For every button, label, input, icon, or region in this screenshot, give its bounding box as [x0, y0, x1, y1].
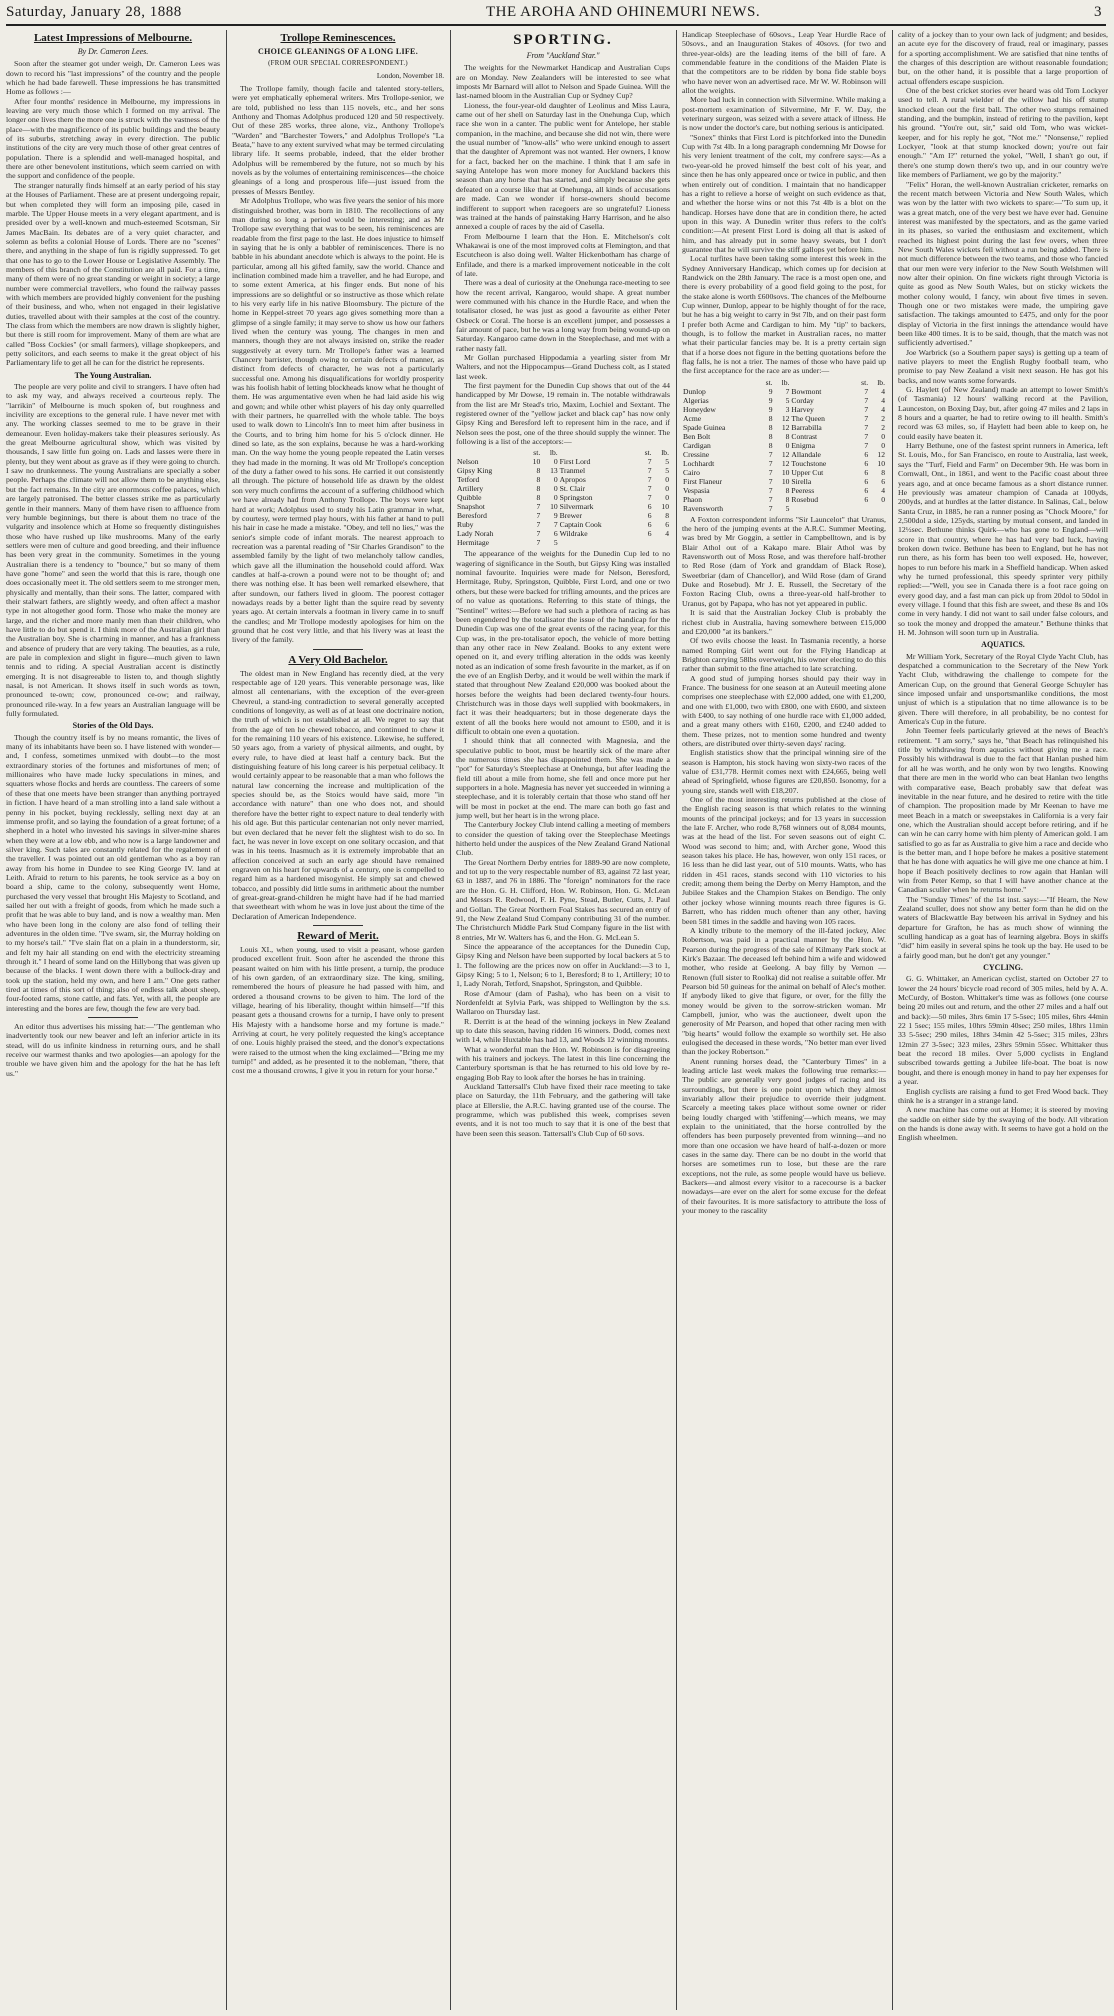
table-cell: Barrabilla	[791, 422, 822, 432]
table-cell: 6	[665, 520, 669, 530]
article-title-melbourne: Latest Impressions of Melbourne.	[33, 32, 193, 44]
table-cell: st.	[861, 377, 869, 387]
table-cell: 8	[536, 475, 541, 485]
paragraph: The Great Northern Derby entries for 1889-90 are now complete, and tot up to the very respectable number of 83, against 72 last year, 63 in 1887, and 76 in 1886. The "foreign" nominators for the race are the Hon. G. H. Clifford, Hon. W. Robinson, Hon. G. McLean and Messrs R. Redwood, F. H. Pyne, Stead, Butler, Cutts, J. Paul and Gollan. The Great Northern Foal Stakes has secured an entry of 91, the New Zealand Stud Company contributing 31 of the number. The Christchurch Middle Park Stud Company figure in the list with 8 entries, Mr W. Walters has 6, and the Hon. G. McLean 5.	[456, 857, 670, 942]
paragraph: John Teemer feels particularly grieved at the news of Beach's retirement. "I am sorry," says he, "that Beach has relinquished his title by withdrawing from aquatics without giving me a race. Possibly his withdrawal is due to the fact that Hanlan pushed him for all he was worth, and he only won by two lengths. Knowing that there are men in the world who can beat Hanlan two lengths with comparative ease, Beach probably saw that defeat was inevitable in the near future, and he desired to retire with the title of champion. The proposition made by Mr Keenan to have me meet Beach in a match or sweepstakes in California is a very fair one, which the Australian should accept before retiring, and if he can win he can carry home with him plenty of American gold. I am satisfied to go as far as Australia to give him a race and decide who is the better man, and I hope before he makes a positive statement that he has done with aquatics he will give me one chance at him. I hope if Beach positively declines to row again that Hanlan will win from Peter Kemp, so that I will have another chance at the Canadian sculler when he returns home."	[898, 726, 1109, 895]
table-cell: 7	[864, 422, 869, 432]
table-row	[682, 396, 886, 405]
table-cell: 7	[864, 404, 869, 414]
table-cell: 9	[768, 404, 773, 414]
paragraph: Soon after the steamer got under weigh, Dr. Cameron Lees was down to record his "last impressions" of the country and the people which he had bade farewell. These impressions he has transmitted Home as follows :—	[6, 59, 220, 97]
table-cell: Peeress	[791, 485, 815, 495]
paragraph: Handicap Steeplechase of 60sovs., Leap Year Hurdle Race of 50sovs., and an Inauguration Stakes of 40sovs. (for two and three-year-olds) are the leading items of the bill of fare. A commendable feature in the conditions of the Maiden Plate is that the competitors are to be ridden by bona fide stable boys who have never won an advertised race. Mr W. W. Robinson will allot the weights.	[682, 30, 886, 96]
paragraph: Though the country itself is by no means romantic, the lives of many of its inhabitants have been so. I have listened with wonder—and, I confess, sometimes unmixed with doubt—to the most extraordinary stories of the fortunes and misfortunes of men; of millionaires who have made lucky speculations in mines, and squatters whose flocks and herds are countless. The careers of some of these that one meets have been stranger than anything portrayed in fiction. I have heard of a man strolling into a land sale without a penny in his pocket, buying recklessly, selling next day at an immense profit, and so laying the foundation of a great fortune; of a shepherd in a hotel who invested his savings in silver-mine shares when they were at a low ebb, and who now is a large landowner and silver king. Such tales are constantly related for the regalement of the traveller. I was pointed out an old gentleman who as a boy ran away from his home in Dundee to see King George IV. land at Leith. Afraid to return to his parents, he took service as a boy on board a ship, came to the colony, subsequently went Home, purchased the very vessel that brought His Majesty to Scotland, and sailed her out with a freight of goods, from which he made such a profit that he was able to buy land, and is now a wealthy man. Men who have been long in the colony are also fond of telling their adventures in the olden time. "I've swam, sir, the Murray holding on to my horse's tail." "I've slain flat on a plain in a thunderstorm, sir, and felt my hair all standing on end with the electricity streaming through it." I heard of some land on the Hillybong that was given up because of the blacks. I went down there with a bullock-dray and took up the station, held my own, and here I am." One gets rather tired at times of this sort of thing; also of endless talk about sheep, four-footed rams, stone cattle, and fats. Yet, with all, the people are interesting and the bores are few, though the few are very bad.	[6, 732, 220, 1013]
table-cell: 7	[864, 413, 869, 423]
table-row	[682, 450, 886, 459]
table-cell: 8	[536, 484, 541, 494]
table-cell: 7	[536, 520, 541, 530]
paragraph: The Canterbury Jockey Club intend calling a meeting of members to consider the question of taking over the Steeplechase Meetings hitherto held under the auspices of the New Zealand Grand National Club.	[456, 820, 670, 858]
table-cell: Ravensworth	[683, 503, 724, 513]
table-cell: 2	[881, 422, 885, 432]
article-byline: By Dr. Cameron Lees.	[77, 47, 149, 56]
table-cell: 7	[768, 485, 773, 495]
table-cell: 5	[785, 395, 790, 405]
table-cell: 9	[768, 395, 773, 405]
table-cell: Touchstone	[791, 458, 827, 468]
table-cell: 7	[647, 484, 652, 494]
table-cell: 10	[877, 458, 885, 468]
table-cell: Enigma	[791, 440, 816, 450]
table-cell: Apropos	[559, 475, 586, 485]
table-cell: 10	[532, 457, 541, 467]
table-cell: St. Clair	[559, 484, 585, 494]
table-cell: Tetford	[457, 475, 480, 485]
table-cell: 8	[665, 511, 669, 521]
section-heading-aquatics: AQUATICS.	[981, 640, 1025, 650]
table-cell: 7	[647, 475, 652, 485]
table-cell: 7	[768, 476, 773, 486]
paragraph: G. G. Whittaker, an American cyclist, started on October 27 to lower the 24 hours' bicycle road record of 305 miles, held by A. A. McCurdy, of Boston. Whittaker's time was as follows (one course being 20 miles out and return, and the other 27 miles and a half out and back):—50 miles, 3hrs 6min 17 5-5sec; 105 miles, 6hrs 44min 22 1 5sec; 155 miles, 10hrs 59min 40sec; 250 miles, 18hrs 11min 33 5-5sec; 290 miles, 18hrs 34min 42 5-5sec; 315 miles, 23hrs 12min 27 3-5sec; 323 miles, 23hrs 59min 55sec. Whittaker thus beat the record 18 miles. Over 5,000 cyclists in England subscribed towards getting a Jubilee life-boat. The boat is now bought, and there is enough money in hand to pay her expenses for a year.	[898, 974, 1108, 1087]
table-cell: 7	[768, 458, 773, 468]
table-row	[456, 502, 670, 511]
table-cell: st.	[644, 448, 652, 458]
table-cell: 7	[536, 502, 541, 512]
table-cell	[854, 504, 869, 513]
paragraph: Local turfites have been taking some interest this week in the Sydney Anniversary Handicap, which comes up for decision at Randwick on the 28th January. The race is a most open one, and there is every probability of a good field going to the post, for the stake alone is worth £600sovs. The chances of the Melbourne Cup winner, Dunlop, appear to be highly thought of for the race, but he has a big weight to carry in 9st 7lb, and on their past form I prefer both Acme and Cardigan to him. My "tip" to backers, though, is to follow the market in Australian races, no matter what their particular fancies may be. It is a pretty certain sign that if a horse does not figure in the betting quotations before the flag falls, he is not a trier. The names of those who have paid up the first acceptance for the race are as under:—	[682, 254, 886, 376]
table-cell: Ruby	[457, 520, 474, 530]
table-cell: 0	[785, 440, 790, 450]
table-cell: 9	[553, 511, 558, 521]
table-cell: 6	[864, 449, 869, 459]
table-cell: Cardigan	[683, 440, 711, 450]
table-cell: 0	[665, 475, 669, 485]
section-heading: The Young Australian.	[74, 370, 152, 380]
table-cell: 8	[785, 431, 790, 441]
table-cell	[456, 448, 524, 457]
table-cell: st.	[533, 448, 541, 458]
table-cell: 6	[864, 485, 869, 495]
table-cell: 0	[665, 493, 669, 503]
table-cell: 7	[647, 493, 652, 503]
table-cell	[682, 378, 758, 387]
table-cell: 7	[864, 440, 869, 450]
table-row	[456, 520, 670, 529]
paragraph: "Felix" Horan, the well-known Australian cricketer, remarks on the recent match between Victoria and New South Wales, which was won by the latter with two wickets to spare:—"To sum up, it was a great match, one of the very best we have ever had. Genuine interest was manifested by the spectators, and as the game varied in its phases, so varied the enthusiasm and excitement, which reached its highest point during the last few overs, when three New South Wales wickets fell without a run being added. There is not much difference between the two teams, and those who fancied that our men were very inferior to the New South Welshmen will now alter their opinion. On fine wickets right through Victoria is quite as good as New South Wales, but on sticky wickets the mother colony would, I fancy, win about five times in seven. Though one or two mistakes were made, the umpiring gave satisfaction. The takings amounted to £475, and only for the poor display of Victoria in the first innings the attendance would have been like 400 times. It is to be said, though, that the match was not sufficiently advertised."	[898, 179, 1108, 348]
table-row	[682, 423, 886, 432]
dateline: London, November 18.	[376, 71, 444, 80]
table-cell: Brewer	[559, 511, 583, 521]
table-cell: Snapshot	[457, 502, 485, 512]
column-rule	[450, 30, 451, 2010]
table-row	[682, 468, 886, 477]
paragraph: A good stud of jumping horses should pay their way in France. The business for one season at an Auteuil meeting alone comprises one steeplechase with £2,000 added, one with £1,200, and one with £1,000, two with £800, one with £600, and sixteen with £400, to say nothing of one hurdle race with £1,000 added, and a great many others with £160, £200, and £240 added to them. These prizes, not to mention some hundred and twenty others, are distributed over thirty-seven days' racing.	[682, 673, 886, 748]
table-cell: Harvey	[791, 404, 814, 414]
paragraph: There was a deal of curiosity at the Onehunga race-meeting to see how the recent arrival, Kangaroo, would shape. A great number were communed with his chance in the Hurdle Race, and when the totalisator closed, he was just as good a favourite as either Peter Osbeck or Coral. The horse is an excellent jumper, and possesses a fair amount of pace, but he was a long way from being wound-up on Saturday. Kangaroo came down in the Steeplechase, and met with a rather nasty fall.	[456, 278, 670, 353]
table-cell: 0	[553, 484, 558, 494]
table-cell	[559, 448, 637, 457]
table-cell: 6	[647, 511, 652, 521]
table-header-row	[456, 448, 670, 457]
table-cell: Gipsy King	[457, 466, 493, 476]
table-row	[456, 493, 670, 502]
article-title-reward: Reward of Merit.	[297, 929, 379, 942]
paragraph: The stranger naturally finds himself at an early period of his stay at the Houses of Parliament. These are at present undergoing repair, but when completed they will form an imposing pile, cased in marble. The Upper House meets in a very elegant apartment, and is presided over by a well-known and much-esteemed Scotsman, Sir James MacBain. Its debates are of a very quiet character, and solemn as befits a colonial House of Lords. There are no "scenes" there, and anything in the shape of fun is rigidly suppressed. To get that one has to go to the Lower House or Legislative Assembly. The members of this branch of the Constitution are all paid. For a time, many of them were of no great standing or weight in society; a large number were commercial travellers, who found the railway passes with which members are provided highly convenient for the pushing of their business, and who, when not engaged in their legislative duties, travelled about with their samples at the cost of the country. The class from which the members are now drawn is slightly higher, but there is still room for improvement. Many of them are what are called "Boss Cockies" (or small farmers), village shopkeepers, and petty solicitors, and each seems to make it the great object of his Parliamentary life to get all he can for the district he represents.	[6, 180, 220, 368]
table-cell: lb.	[661, 448, 669, 458]
table-cell: Artillery	[457, 484, 484, 494]
paragraph: Mr Adolphus Trollope, who was five years the senior of his more distinguished brother, was born in 1810. The recollections of any man during so long a period would be interesting; and as Mr Trollope saw everything that was to be seen, his reminiscences are readable from the first page to the last. He does injustice to himself in saying that he is only a babbler of reminiscences. There is no babble in his abundant anecdote which is always to the point. He is particular, among all his gifted family, saw the world. Chance and inclination combined made him a traveller, and he had Europe, and to some extent America, at his finger ends. But none of his impressions are so delightful or so instructive as those which relate to his very early life in his native Bloomsbury. The picture of the home in Keppel-street 70 years ago gives something more than a glimpse of a single family; it may serve to show us how our fathers lived when the century was young. The changes in men and manners, though they are not always insisted on, strike the reader suggestively at every turn. Mr Trollope's father was a learned Chancery barrister, though owing to certain defects of manner, as distinct from defects of character, he was not a particularly successful one. Among his disqualifications for worldly prosperity was his foolish habit of letting blockheads know what he thought of them. He was argumentative even when he had laid aside his wig and gown; and while other whist players of his day only quarrelled with their partners, he quarrelled with the whole table. The boys used to walk down to Lincoln's Inn to meet him after business in the Courts, and to bring him home for his 5 o'clock dinner. He dined so late, as the son explains, because he was a hard-working man. On the way home the young people repeated the Latin verses they had made in the morning. It was old Mr Trollope's conception of the duty a father owed to his sons. He carried it out consistently all through. The picture of household life as drawn by the oldest son very much confirms the account of a suffering childhood which we have already had from Anthony Trollope. The boys were kept hard at work; Adolphus used to study his Latin grammar in what, by courtesy, were termed play hours, with his father at hand to pull his hair in case he made a mistake. "Obey, and tell no lies," was the senior's simple code of infant morals. The nearest approach to recreation was a parental reading of "Sir Charles Grandison" to the assembled family by the light of two melancholy tallow candles, which gave all the illumination the household could afford. Wax candles at half-a-crown a pound were not to be thought of; and there was nothing else. It has been well remarked elsewhere, that after sundown, our fathers lived in gloom. The poorest cottager nowadays reads by a better light than the squire read by seventy years ago. At certain intervals a footman in livery came in to snuff the candles; and Mr Trollope modestly apologises for him on the ground that he cost very little, and that his livery was at least the livery of the family.	[232, 196, 444, 645]
table-cell: 12	[877, 449, 885, 459]
masthead	[6, 2, 1106, 26]
paragraph: Rose d'Amour (dam of Pasha), who has been on a visit to Nordenfeldt at Sylvia Park, was shipped to Wellington by the s.s. Wallaroo on Thursday last.	[456, 988, 670, 1017]
paragraph: Since the appearance of the acceptances for the Dunedin Cup, Gipsy King and Nelson have been supported by local backers at 5 to 1. The following are the prices now on offer in Auckland:—3 to 1, Gipsy King; 5 to 1, Nelson; 6 to 1, Beresford; 8 to 1, Artillery; 10 to 1, Lady Norah, Tetford, Snapshot, Springston, and Quibble.	[456, 941, 670, 989]
table-cell: Wildrake	[559, 529, 588, 539]
paragraph: G. Haylett (of New Zealand) made an attempt to lower Smith's (of Tasmania) 12 hours' walking record at the Pavilion, Launceston, on Boxing Day, but, after going 47 miles and 2 laps in 8 hours and a quarter, he had to retire owing to ill health. Smith's record was 63 miles, so, if Haylett had been able to keep on, he could easily have beaten it.	[898, 385, 1108, 441]
section-heading-cycling: CYCLING.	[983, 963, 1023, 973]
table-cell: 7	[768, 494, 773, 504]
table-cell: 0	[881, 440, 885, 450]
column-3	[452, 30, 674, 2010]
table-cell: 8	[768, 440, 773, 450]
paragraph: From Melbourne I learn that the Hon. E. Mitchelson's colt Whakawai is one of the most improved colts at Flemington, and that Escutcheon is also doing well. Walter Hickenbotham has charge of Enfilade, and there is a marked improvement noticeable in the colt of late.	[456, 231, 670, 278]
table-cell: 7	[768, 503, 773, 513]
table-cell: lb.	[877, 377, 885, 387]
table-cell: 10	[781, 467, 790, 477]
table-cell: 4	[881, 404, 885, 414]
table-cell: Dunlop	[683, 386, 706, 396]
table-cell: Quibble	[457, 493, 482, 503]
table-cell: lb.	[781, 377, 790, 387]
table-cell: 5	[553, 538, 558, 548]
column-rule	[676, 30, 677, 2010]
table-cell: Upper Cut	[791, 467, 824, 477]
paragraph: After four months' residence in Melbourne, my impressions in leaving are very much those which I formed on my arrival. The longer one lives there the more one is struck with the vastness of the place—with the magnificence of its public buildings and the beauty of its suburbs, stretching away in every direction. The public institutions of the city are very much those of other great centres of population. There is a splendid and well-managed hospital, and there are other benevolent institutions, which seem carried on with the support and confidence of the people.	[6, 96, 220, 181]
paragraph: Harry Bethune, one of the fastest sprint runners in America, left St. Louis, Mo., for San Francisco, en route to Australia, last week, says the "Turf, Field and Farm" on December 9th. He was born in Cornwall, Ont., in 1861, and went to the Pacific coast about three years ago, and at once became famous as a short distance runner. He previously was amateur champion of Canada at 100yds, 200yds, and at hurdles at the latter distance. In Salinas, Cal., below Santa Cruz, in 1885, he ran a runner posing as "Chock Moore," for 2,500dol a side, 125yds, starting by mutual consent, and landed in 12½sec. Bethune thinks Quirk—who has gone to England—will score in that country, where he has had very bad luck, having broken down twice. Bethune has been to England, but he has not run there, as his form has been too well exposed. He, however, hopes to run before his mark in a Sheffield handicap. When asked why he turned professional, this speedy sprinter very pithily replied:—"Well, you see in Canada there is a foot race going on every good day, and a fast man can pick up from 20dol to 50dol in every village. I found that this fish are sweet, and these 8s and 10s come in very handy. I did not want to sail under false colours, and so took the money and dropped the amateur." Bethune thinks that H. M. Johnson will soon turn up in Australia.	[898, 441, 1108, 637]
table-cell: 7	[785, 386, 790, 396]
column-rule	[226, 30, 227, 2010]
paragraph: An editor thus advertises his missing hat:—"The gentleman who inadvertently took our new beaver and left an inferior article in its stead, will do us infinite kindness in returning ours, and he shall receive our warmest thanks and two apologies—an apology for the trouble we have given him and the apology for the hat he has left us."	[6, 1022, 220, 1078]
table-cell: 7	[864, 386, 869, 396]
table-cell: First Flaneur	[683, 476, 723, 486]
table-cell: 7	[647, 466, 652, 476]
table-cell: 8	[536, 466, 541, 476]
table-cell: 6	[864, 476, 869, 486]
column-rule	[892, 30, 893, 2010]
table-cell: st.	[765, 377, 773, 387]
article-title-bachelor: A Very Old Bachelor.	[288, 653, 388, 666]
table-cell: Cairo	[683, 467, 700, 477]
paragraph: One of the best cricket stories ever heard was old Tom Lockyer used to tell. A rural wielder of the willow had his off stump knocked clean out the first ball. The other two stumps remained standing, and the bumpkin, instead of retiring to the pavilion, kept his ground. "You're out, sir," said old Tom, who was wicket-keeper, and for his reply he got, "Not me." "Nonsense," replied Lockyer, "look at that stump knocked down; you're out fair enough." "Am I?" returned the yokel, "Well, I shan't go out, if there's one stump down there's two up, and in our country we're like members of Parliament, we go by the majority."	[898, 86, 1108, 180]
table-cell: 4	[881, 395, 885, 405]
table-cell: 6	[647, 520, 652, 530]
table-cell	[869, 504, 886, 513]
separator-rule	[88, 1017, 138, 1018]
table-cell: 2	[881, 413, 885, 423]
paragraph: The people are very polite and civil to strangers. I have often had to ask my way, and always received a courteous reply. The "larrikin" of Melbourne is much spoken of, but roughness and incivility are exceptions to the general rule. I have never met with any. The working classes seemed to me to be grave in their demeanour. Even holiday-makers take their pleasures seriously. As the great Melbourne agricultural show, which was visited by thousands, I saw little fun going on. Lads and lasses were there in plenty, but they went about as grave as if they were going to church. I saw no drunkenness. The young Australians are specially a sober people. Perhaps the climate will not allow them to be anything else, but the fact remains. In the city are enormous coffee palaces, which are largely patronised. The better classes strike me as particularly gentle in their manners. Many of them have risen to affluence from very humble beginnings, but there is about them no trace of the vulgarity and insolence which at Home so frequently distinguishes those who have rushed up like mushrooms. Many of the early settlers were men of culture and good breeding, and their influence has been very great in the community. Sometimes in the young Australian there is a tendency to "bounce," but so many of them have gone "home" and seen the world that this is rare, though one does occasionally meet it. The old settlers seem to me stronger men, physically and mentally, than their sons. The latter, compared with their stalwart fathers, are slightly weedy, and often affect a mashor type in not altogether good form. Those who make the money are large, and the richer and more manly men than their children, who have little to do but spend it. I think more of the Australian girl than the Australian boy. She is charming in manner, and has a frankness and absence of prudery that are very taking. The beauties, as a rule, are pale in complexion and slight in figure—much given to lawn tennis and to riding. A special Australian accent is distinctly emerging. It is not disagreeable to listen to, and though slightly nasal, is not American. It shows itself in such words as town, pronounced te-own; cow, pronounced ce-ow; and railway, pronounced rile-way. In a few years an Australian language will be fully formulated.	[6, 382, 220, 719]
paragraph: I should think that all connected with Magnesia, and the speculative public to boot, must be heartily sick of the mare after the numerous times she has disappointed them. She was made a "pot" for Saturday's Steeplechase at Onehunga, but after leading the field till about a mile from home, she fell and once more put her supporters in a hole. Magnesia has never yet succeeded in winning a steeplechase, and it is tolerably certain that those who stand off her will be most in pocket at the end. The mare can both go fast and jump well, but her heart is in the wrong place.	[456, 736, 670, 821]
table-cell: 12	[781, 422, 790, 432]
table-cell: 0	[553, 493, 558, 503]
table-cell: Lochhardt	[683, 458, 715, 468]
table-cell: 5	[665, 466, 669, 476]
paragraph: English statistics show that the principal winning sire of the season is Hampton, his stock having won sixty-two races of the value of £31,778. Hermit comes next with £24,665, being well ahead of Springfield, whose figures are £20,850. Isonomy, for a young sire, stands well with £18,207.	[682, 748, 886, 795]
table-cell: 8	[536, 493, 541, 503]
table-cell: Contrast	[791, 431, 818, 441]
paragraph: Of two evils choose the least. In Tasmania recently, a horse named Romping Girl went out for the Flying Handicap at Brighton carrying 58lbs overweight, his owner electing to do this rather than submit to the fine attached to late scratching.	[682, 636, 886, 674]
paragraph: A kindly tribute to the memory of the ill-fated jockey, Alec Robertson, was paid in a practical manner by the Hon. W. Pearson during the progress of the sale of Kilmany Park stock at Kirk's Bazaar. The deceased left behind him a wife and widowed mother, who reside at Geelong. A bay filly by Vernon — Renown (full sister to Roolka) did not realise a suitable offer. Mr Pearson bid 50 guineas for the animal on behalf of Alec's mother. If anybody liked to give that figure, or over, for the filly the money would be given to the sorrow-stricken woman. Mr Campbell, junior, who was the auctioneer, dwelt upon the generosity of Mr Pearson, and hoped that other racing men with "big hearts" would follow the example so worthily set. He also eulogised the deceased in these words, "No better man ever lived than the jockey Robertson."	[682, 925, 886, 1057]
table-cell: 4	[665, 529, 669, 539]
table-cell: 7	[864, 395, 869, 405]
column-2	[228, 30, 448, 2010]
table-cell: 12	[781, 458, 790, 468]
table-row	[456, 511, 670, 520]
table-cell: Algerias	[683, 395, 709, 405]
paragraph: English cyclists are raising a fund to get Fred Wood back. They think he is a stranger in a strange land.	[898, 1086, 1108, 1105]
table-cell: 12	[781, 413, 790, 423]
table-cell: 6	[881, 476, 885, 486]
paragraph: What a wonderful man the Hon. W. Robinson is for disagreeing with his trainers and jockeys. The latest in this line concerning the Canterbury sportsman is that he has returned to his old love by re-engaging Bob Ray to look after the horses he has in training.	[456, 1044, 670, 1082]
table-cell: Silvermark	[559, 502, 594, 512]
table-cell: Phaon	[683, 494, 702, 504]
table-row	[456, 538, 670, 547]
table-cell: Honeydew	[683, 404, 716, 414]
table-cell: 10	[781, 476, 790, 486]
paragraph: More bad luck in connection with Silvermine. While making a post-mortem examination of Silvermine, Mr F. W. Day, the veterinary surgeon, was seized with a severe attack of illness. He is now under the doctor's care, but nothing serious is anticipated.	[682, 95, 886, 133]
table-cell: 10	[661, 502, 669, 512]
paragraph: cality of a jockey than to your own lack of judgment; and besides, an acute eye for the discovery of fraud, real or imaginary, passes for a sporting accomplishment. We are satisfied that nine tenths of the charges of this description are without reasonable foundation; but, on the other hand, it is possible that a large proportion of actual offenders escape suspicion.	[898, 30, 1108, 86]
table-cell	[790, 504, 853, 513]
table-cell: 7	[536, 529, 541, 539]
table-cell: Spade Guinea	[683, 422, 726, 432]
paragraph: Anent running horses dead, the "Canterbury Times" in a leading article last week makes the following true remarks:—The public are generally very good judges of racing and its surroundings, but there is one point upon which they almost invariably allow their prejudice to override their judgment. Scarcely a meeting takes place without some owner or rider being loudly charged with 'stiffening'—which means, we may explain to the uninitiated, that the horse controlled by the offenders has been purposely prevented from winning—and no more than one occasion we have heard of half-a-dozen or more cases in the same day. There can be no doubt in the world that horses are sometimes run to lose, but these are the rare exceptions, not the rule, as some people would have us believe. Backers—and almost every visitor to a racecourse is a backer nowadays—are ever on the alert for some excuse for the defeat of their favourites. It is more satisfactory to attribute the loss of your money to the rascality	[682, 1056, 886, 1216]
table-row	[682, 432, 886, 441]
table-cell: 4	[881, 485, 885, 495]
paragraph: The Trollope family, though facile and talented story-tellers, were yet emphatically ephemeral writers. Mrs Trollope-senior, we are told, published no less than 115 novels, etc., and her sons Anthony and Thomas Adolphus produced 120 and 50 respectively. Out of these 285 works, three alone, viz., Anthony Trollope's "Warden" and "Barchester Towers," and Adolphus Trollope's "La Beata," have to any extent survived what may be termed circulating library life. It seems probable, indeed, that the elder brother Adolphus will be remembered by the future, not so much by his novels as by the volumes of entertaining reminiscences—the choice gleanings of a long and prosperous life—just issued from the presses of Messrs Bentley.	[232, 84, 444, 196]
table-cell: lb.	[549, 448, 558, 458]
paragraph: R. Derritt is at the head of the winning jockeys in New Zealand up to date this season, having ridden 16 winners. Dodd, comes next with 14, while Huxtable has had 13, and Woods 12 winning mounts.	[456, 1016, 670, 1045]
table-cell: 8	[768, 413, 773, 423]
table-cell: Hermitage	[457, 538, 490, 548]
table-cell: First Lord	[559, 457, 591, 467]
column-1	[2, 30, 224, 2010]
table-cell: Sirella	[791, 476, 812, 486]
table-cell: 8	[785, 485, 790, 495]
table-cell: 4	[881, 386, 885, 396]
table-cell: 7	[553, 520, 558, 530]
table-cell: 0	[665, 484, 669, 494]
table-cell: 6	[864, 458, 869, 468]
article-title-trollope: Trollope Reminescences.	[280, 32, 396, 44]
table-cell	[559, 538, 637, 547]
table-cell: 6	[864, 494, 869, 504]
column-4	[678, 30, 890, 2010]
table-cell: 13	[550, 466, 558, 476]
paragraph: It is said that the Australian Jockey Club is probably the richest club in Australia, having somewhere between £15,000 and £20,000 "at its bankers."	[682, 608, 886, 636]
table-cell: 7	[536, 538, 541, 548]
table-cell: Allandale	[791, 449, 821, 459]
paragraph: The weights for the Newmarket Handicap and Australian Cups are on Monday. New Zealanders will be interested to see what imposts Mr Barnard will allot to Nelson and Spade Guinea. Will the last-named bloom in the Australian Cup or Sydney Cup?	[456, 63, 670, 101]
table-cell: 8	[768, 431, 773, 441]
table-cell: Vespasia	[683, 485, 710, 495]
sydney-handicap-table	[682, 378, 886, 513]
paragraph: The first payment for the Dunedin Cup shows that out of the 44 handicapped by Mr Dowse, 19 remain in. The notable withdrawals from the list are Mr Stead's trio, Maxim, Lochiel and Sextant. The registered owner of the "yellow jacket and black cap" has now only Gipsy King and Beresford left to represent him in the race, and if Nelson sees the post, one of the three should supply the winner. The following is a list of the acceptors:—	[456, 381, 670, 447]
table-cell: 7	[768, 467, 773, 477]
table-row	[456, 466, 670, 475]
table-cell: 7	[647, 457, 652, 467]
paragraph: One of the most interesting returns published at the close of the English racing season is that which relates to the winning mounts of the principal jockeys; and for 13 years in succession the late F. Archer, who rode 8,768 winners out of 8,084 mounts, was at the head of the list. For seven seasons out of eight C. Wood was second to him; and, with Archer gone, Wood this season takes his place. He has, however, won only 151 races, or 16 less than he did last year, out of 510 mounts. Watts, who has ridden in 451 races, stands second with 110 victories to his credit; among them being the Derby on Merry Hampton, and the Jubilee Stakes and the Champion Stakes on Bendigo. The only other jockey whose winning mounts reach three figures is G. Barrett, who has ridden much oftener than any other, having been 581 times in the saddle and having won 105 races.	[682, 795, 886, 926]
correspondent-line: (FROM OUR SPECIAL CORRESPONDENT.)	[268, 60, 408, 68]
table-cell: Bowmont	[791, 386, 822, 396]
table-cell: 8	[768, 422, 773, 432]
table-cell	[653, 538, 670, 547]
article-subtitle: CHOICE GLEANINGS OF A LONG LIFE.	[258, 47, 418, 56]
paragraph: The appearance of the weights for the Dunedin Cup led to no wagering of significance in the South, but Gipsy King was installed nominal favourite. Inquiries were made for Nelson, Beresford, Hermitage, Ruby, Springston, Quibble, First Lord, and one or two others, but these were backed for trifling amounts, and the prices are of no value as quotations. Referring to this state of things, the "Sentinel" writes:—Before we had such a plethora of racing as has been engendered by the totalisator the issue of the handicap for the Dunedin Cup was one of the great events of the racing year, for this Cup was, in the pre-totalisator epoch, the vehicle of more betting than any other race in New Zealand. Books to any extent were opened on it, and every trifling alteration in the odds was keenly noted as an indication of some fresh favourite in the market, as if on the eve of an English Derby, and it would be well within the mark if stated that throughout New Zealand £20,000 was booked about the horses before the weights had been declared twenty-four hours. Christchurch was in those days well supplied with bookmakers, in fact it was their headquarters; but in those degenerate days the extent of all the books here would not amount to £500, and it is difficult to obtain one even a quotation.	[456, 549, 670, 736]
paragraph: Mr Gollan purchased Hippodamia a yearling sister from Mr Walters, and not the Hippocampus—Grand Duchess colt, as I stated last week.	[456, 353, 670, 381]
paragraph: "Sonex" thinks that First Lord is pitchforked into the Dunedin Cup with 7st 4lb. In a long paragraph condemning Mr Dowse for his very lenient treatment of the colt, my confrere says:—As a two-year-old he proved himself the best colt of his year, and since then he has only appeared once or twice in public, and then when entirely out of condition. I maintain that no handicapper has a right to relieve a horse of weight on such evidence as that, and whether the horse wins or not this 7st 4lb is a blot on the handicap. Horses have done that are in condition there, he acted upon in this way. A Dunedin writer thus refers to the colt's condition:—At present First Lord is doing all that is asked of him, and has already put in some heavy sweats, but I don't guarantee that he will survive the stiff gallops yet before him.	[682, 132, 886, 254]
table-row	[682, 495, 886, 504]
table-cell: 7	[864, 431, 869, 441]
table-row	[682, 459, 886, 468]
table-cell: 5	[785, 503, 790, 513]
table-cell: Rosebud	[791, 494, 818, 504]
issue-date: Saturday, January 28, 1888	[6, 4, 182, 20]
table-cell: 6	[647, 502, 652, 512]
table-cell: 5	[665, 457, 669, 467]
table-cell: Cressine	[683, 449, 710, 459]
section-heading: Stories of the Old Days.	[72, 721, 154, 731]
table-cell: Acme	[683, 413, 702, 423]
table-row	[682, 441, 886, 450]
table-cell: 12	[781, 449, 790, 459]
table-cell: Corday	[791, 395, 814, 405]
paragraph: The "Sunday Times" of the 1st inst. says:—"If Hearn, the New Zealand sculler, does not show any better form than he did on the waters of Blackwattle Bay between his arrival in Sydney and his departure for Grafton, he has as much show of winning the sculling handicap as a goat has of learning algebra. Boys in skiffs "did" him easily in several spins he took up the bay. He used to be a fairly good man, but he don't get any younger."	[898, 894, 1108, 960]
table-header-row	[682, 378, 886, 387]
paragraph: Mr William York, Secretary of the Royal Clyde Yacht Club, has despatched a communication to the Secretary of the New York Yacht Club, withdrawing the challenge to compete for the American Cup, on the ground that General George Schuyler has since imposed unfair and unsportsmanlike conditions, the most unjust of which is a stipulation that no time allowance is to be given. There will therefore, in all probability, be no contest for America's Cup in the future.	[898, 651, 1108, 727]
table-row	[682, 486, 886, 495]
paragraph: A Foxton correspondent informs "Sir Launcelot" that Uranus, the hero of the jumping events at the A.R.C. Summer Meeting, was bred by Mr Goggin, a settler in Campbelltown, and is by Blair Athol out of a Kakapo mare. Blair Athol was by Ravensworth out of Moss Rose, and was therefore half-brother to Red Rose (dam of York and granddam of Black Rose), Sweetbriar (dam of Chancellor), and Wild Rose (dam of Grand Duke and Rosebud). Mr J. E. Russell, the Secretary of the Foxton Racing Club, owns a three-year-old half-brother to Uranus, got by Papapa, who has not yet appeared in public.	[682, 514, 886, 608]
table-row	[682, 387, 886, 396]
table-cell: Ben Bolt	[683, 431, 711, 441]
table-cell: 3	[785, 404, 790, 414]
table-cell: 8	[881, 467, 885, 477]
table-row	[456, 475, 670, 484]
table-cell: The Queen	[791, 413, 825, 423]
article-source: From "Auckland Star."	[526, 51, 600, 60]
table-cell: 10	[550, 502, 558, 512]
table-cell: 0	[553, 457, 558, 467]
table-cell: Lady Norah	[457, 529, 494, 539]
table-cell: 0	[553, 475, 558, 485]
paragraph: Auckland Tattersall's Club have fixed their race meeting to take place on Saturday, the 11th February, and the gathering will take place at Ellerslie, the A.R.C. having granted use of the course. The programme, which was published this week, comprises seven events, and it is not too much to say that it is one of the best that have been seen this season. Tattersall's Club Cup of 60 sovs.	[456, 1082, 670, 1138]
page-number: 3	[1094, 4, 1102, 20]
column-5	[894, 30, 1112, 2010]
acceptors-table	[456, 448, 670, 547]
table-row	[456, 484, 670, 493]
table-row	[682, 504, 886, 513]
table-row	[456, 457, 670, 466]
table-cell	[790, 378, 853, 387]
table-row	[456, 529, 670, 538]
table-cell: 7	[768, 449, 773, 459]
table-cell: 6	[553, 529, 558, 539]
table-cell: 0	[881, 431, 885, 441]
table-cell: Beresford	[457, 511, 487, 521]
paragraph: Joe Warbrick (so a Southern paper says) is getting up a team of native players to meet the English Rugby football team, who promise to pay New Zealand a visit next season. He has got his backs, and now wants some forwards.	[898, 347, 1108, 385]
table-cell: 8	[785, 494, 790, 504]
separator-rule	[313, 649, 363, 650]
paragraph: Lioness, the four-year-old daughter of Leolinus and Miss Laura, came out of her shell on Saturday last in the Onehunga Cup, which race she won in a canter. The public went for Antelope, her stable companion, in the machine, and because she did not win, there were the usual number of "know-alls" who were unkind enough to assert that the daughter of Apremont was not wanted. Her owners, I know for a fact, backed her on the machine. I think that I am safe in saying Antelope has won more money for Auckland backers this season than any horse that has started, and simply because she gets defeated on a course like that at Onehunga, all kinds of accusations are made. Can we wonder if horse-owners should become indifferent to support when racegoers are so ungrateful? Lioness was trained at the hands of painstaking Harry Harrison, and he also annexed a couple of races by the aid of Casella.	[456, 100, 670, 232]
table-cell	[637, 538, 653, 547]
table-row	[682, 414, 886, 423]
section-title-sporting: SPORTING.	[513, 32, 613, 48]
table-cell: 0	[881, 494, 885, 504]
table-cell: 6	[647, 529, 652, 539]
table-cell: 7	[536, 511, 541, 521]
paragraph: Louis XI., when young, used to visit a peasant, whose garden produced excellent fruit. Soon after he ascended the throne this peasant waited on him with his little present, a turnip, the produce of his own garden, of an extraordinary size. The king, smiling, remembered the hours of pleasure he had passed with him, and ordered a thousand crowns to be given to him. The lord of the village, hearing of his liberality, thought within himself—"If this peasant gets a thousand crowns for a turnip, I have only to present His Majesty with a handsome horse and my fortune is made." Arriving at court, he very politely requested the king's acceptance of one. Louis highly praised the steed, and the donor's expectations were raised to the utmost when the king exclaimed—"Bring me my turnip!" and added, as he presented it to the nobleman, "there, that cost me a thousand crowns, I give it you in return for your horse."	[232, 944, 444, 1076]
table-cell: 9	[768, 386, 773, 396]
newspaper-title: THE AROHA AND OHINEMURI NEWS.	[486, 4, 761, 20]
paragraph: A new machine has come out at Home; it is steered by moving the saddle on either side by the swaying of the body. All vibration on the hands is done away with. It seems to have got a hold on the English wheelmen.	[898, 1105, 1108, 1143]
table-cell: Captain Cook	[559, 520, 602, 530]
paragraph: The oldest man in New England has recently died, at the very respectable age of 120 years. This venerable personage was, like almost all centenarians, with the exception of the ever-green Chevreul, a stand-ing contradiction to several generally accepted conditions of longevity, as well as of at least one doctrinaire notion, the truth of which is not established at all. We regret to say that from the age of ten he chewed tobacco, and continued to chew it for the remaining 110 years of his existence. Likewise, he suffered, 50 years ago, from a variety of physical ailments, and ought, by every rule, to have died at least half a century back. But the distinguishing feature of his long career is his perpetual celibacy. It would certainly appear to be reasonable that a man who follows the natural law concerning the increase and multiplication of the species should be, as the Stoics would have said, more "in accordance with nature" than one who does not, and should therefore have the better right to expect nature to deal tenderly with his old age. But this particular centenarian not only never married, but even declared that he never felt the slightest wish to do so. In fact, he was never in love except on one solitary occasion, and that was in his teens. Inasmuch as it is extremely improbable that an affection conceived at such an early age should have remained engraven on his heart for upwards of a century, one is compelled to regard him as a hardened misogynist. He simply sat and chewed tobacco, and possibly did little sums in arithmetic about the number of great-great-grand-children he might have had if he had married that sweetheart with whom he was in love just about the time of the Declaration of American Independence.	[232, 668, 444, 921]
table-row	[682, 477, 886, 486]
table-cell: Springston	[559, 493, 593, 503]
table-cell: Nelson	[457, 457, 479, 467]
table-cell: 6	[864, 467, 869, 477]
table-row	[682, 405, 886, 414]
separator-rule	[313, 925, 363, 926]
table-cell: Tranmel	[559, 466, 586, 476]
